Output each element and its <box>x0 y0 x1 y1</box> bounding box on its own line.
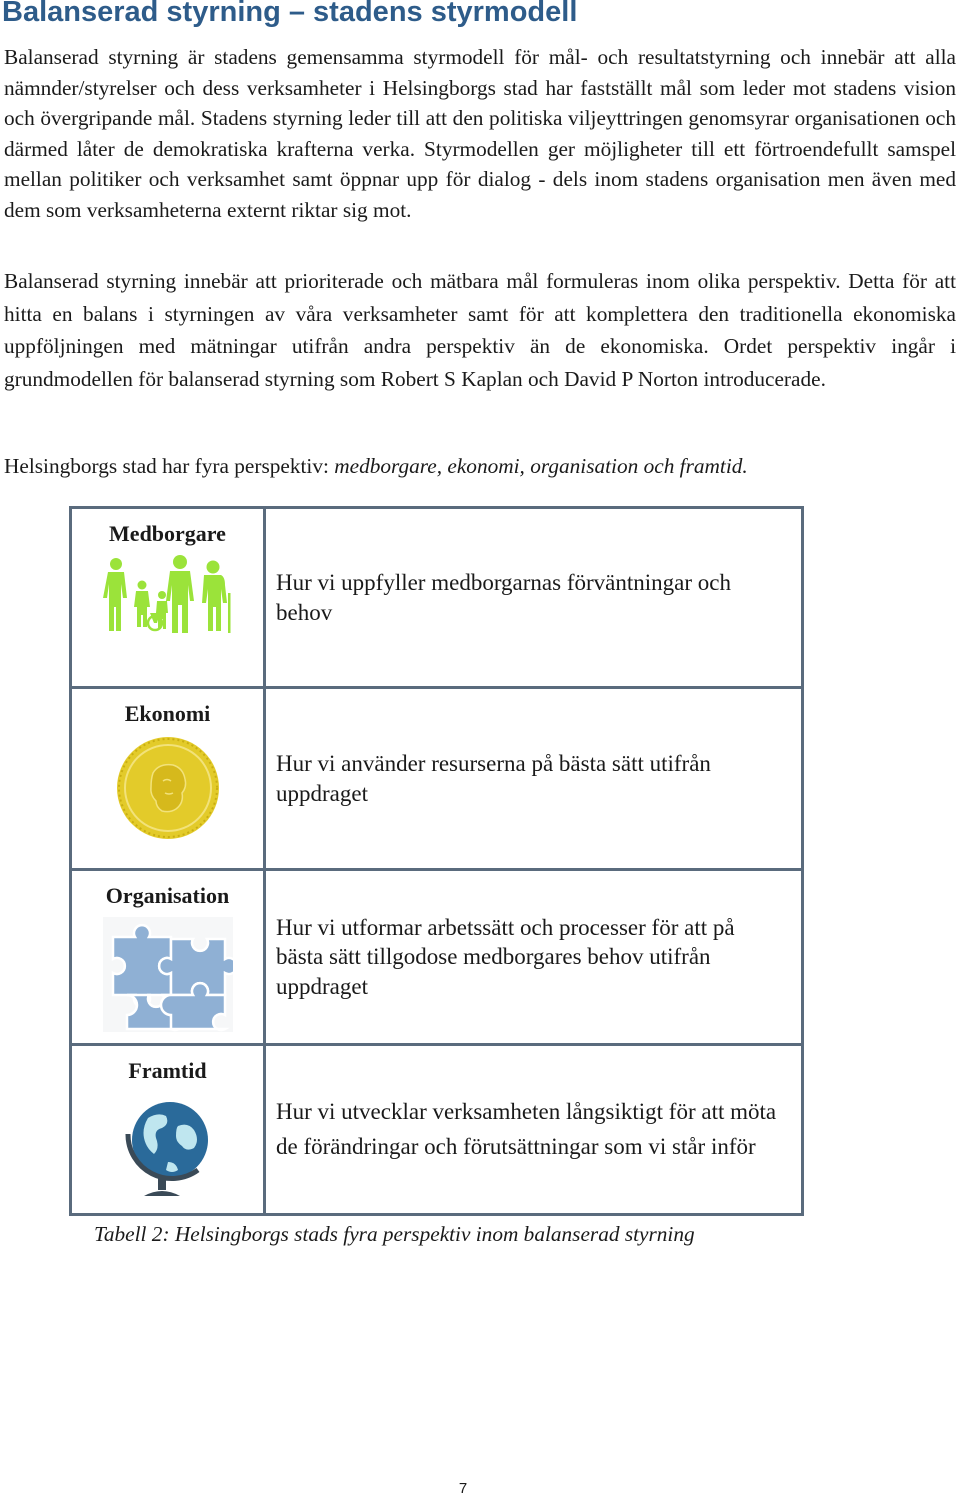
perspective-paragraph: Balanserad styrning innebär att prioriterade och mätbara mål formuleras inom olika perspektiv. Detta för att hitta en balans i styrningen av våra verksamheter samt för att komplettera den traditionella ekonomiska uppföljningen med mätningar utifrån andra perspektiv än de ekonomiska. Ordet perspektiv ingår i grundmodellen för balanserad styrning som Robert S Kaplan och David P Norton introducerade. <box>4 269 956 391</box>
perspectives-table <box>69 506 804 1216</box>
description-cell <box>265 870 803 1045</box>
perspective-cell <box>71 508 265 688</box>
perspective-cell <box>71 870 265 1045</box>
globe-icon <box>118 1092 218 1202</box>
table-caption: Tabell 2: Helsingborgs stads fyra perspektiv inom balanserad styrning <box>94 1222 695 1246</box>
perspective-cell <box>71 688 265 870</box>
perspective-label: Organisation <box>105 883 230 908</box>
description-cell <box>265 1045 803 1215</box>
perspectives-lead: Helsingborgs stad har fyra perspektiv: <box>4 454 335 478</box>
family-silhouette-icon <box>100 555 235 635</box>
page-heading: Balanserad styrning – stadens styrmodell <box>2 0 578 28</box>
page-number: 7 <box>458 1480 468 1497</box>
perspectives-list: medborgare, ekonomi, organisation och framtid. <box>334 454 748 478</box>
perspective-description: Hur vi utvecklar verksamheten långsiktigt för att möta de förändringar och förutsättningar som vi står inför <box>276 1099 777 1159</box>
table-row-medborgare <box>71 508 803 688</box>
perspective-label: Ekonomi <box>124 701 211 726</box>
perspective-description: Hur vi utformar arbetssätt och processer för att på bästa sätt tillgodose medborgares behov utifrån uppdraget <box>276 914 735 999</box>
table-row-framtid <box>71 1045 803 1215</box>
description-cell <box>265 688 803 870</box>
perspective-description: Hur vi uppfyller medborgarnas förväntningar och behov <box>276 570 731 625</box>
perspective-description: Hur vi använder resurserna på bästa sätt utifrån uppdraget <box>276 751 711 806</box>
table-row-ekonomi <box>71 688 803 870</box>
perspectives-summary <box>4 450 956 482</box>
table-row-organisation <box>71 870 803 1045</box>
description-cell <box>265 508 803 688</box>
perspective-label: Medborgare <box>109 521 226 546</box>
gold-coin-icon <box>113 735 223 845</box>
intro-paragraph: Balanserad styrning är stadens gemensamma styrmodell för mål- och resultatstyrning och innebär att alla nämnder/styrelser och dess verksamheter i Helsingborgs stad har fastställt mål som leder mot stadens vision och övergripande mål. Stadens styrning leder till att den politiska viljeyttringen genomsyrar organisationen och därmed låter de demokratiska krafterna verka. Styrmodellen ger möjligheter till ett förtroendefullt samspel mellan politiker och verksamhet samt öppnar upp för dialog - dels inom stadens organisation men även med dem som verksamheterna externt riktar sig mot. <box>4 45 956 222</box>
perspective-label: Framtid <box>128 1058 207 1083</box>
perspective-cell <box>71 1045 265 1215</box>
puzzle-pieces-icon <box>103 917 233 1032</box>
